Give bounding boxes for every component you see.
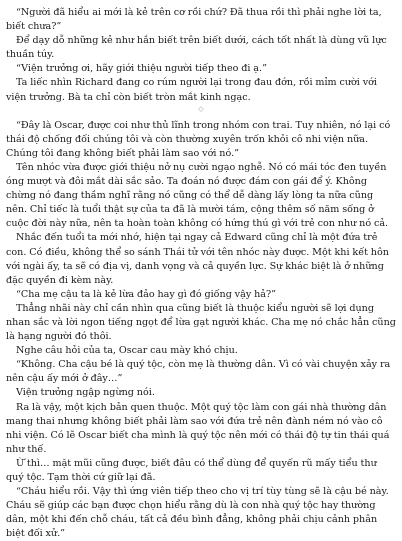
paragraph: “Cha mẹ cậu ta là kẻ lừa đảo hay gì đó giống vậy hả?” [16,288,277,300]
paragraph: Ta liếc nhìn Richard đang co rúm người lại trong đau đớn, rồi mỉm cười với viện trưởng. Bà ta chỉ còn biết tròn mắt kinh ngạc. [6,77,377,103]
section-separator: ◇ [198,104,204,113]
document-page [6,6,396,541]
paragraph: “Đây là Oscar, được coi như thủ lĩnh trong nhóm con trai. Tuy nhiên, nó lại có thái độ chống đối chúng tôi và còn thường xuyên trốn khỏi cô nhi viện nữa. Chúng tôi đang không biết phải làm sao với nó.” [6,119,391,159]
paragraph: Nhắc đến tuổi ta mới nhớ, hiện tại ngay cả Edward cũng chỉ là một đứa trẻ con. Có điều, không thể so sánh Thái tử với tên nhóc này được. Một khi kết hôn với ngài ấy, ta sẽ có địa vị, danh vọng và cả quyền lực. Sự khác biệt là ở những đặc quyền đi kèm này. [6,232,389,286]
paragraph: Ừ thì… mặt mũi cũng được, biết đâu có thể dùng để quyến rũ mấy tiểu thư quý tộc. Tạm thời cứ giữ lại đã. [6,457,377,483]
paragraph: Nghe câu hỏi của ta, Oscar cau mày khó chịu. [16,345,238,357]
paragraph: Thẳng nhãi này chỉ cần nhìn qua cũng biết là thuộc kiểu người sẽ lợi dụng nhan sắc và lời ngon tiếng ngọt để lừa gạt người khác. Cha mẹ nó chắc hẳn cũng là hạng người đó thôi. [6,302,396,343]
paragraph: Ra là vậy, một kịch bản quen thuộc. Một quý tộc làm con gái nhà thường dân mang thai nhưng không biết phải làm sao với đứa trẻ nên đành ném nó vào cô nhi viện. Có lẽ Oscar biết cha mình là quý tộc nên mới có thái độ tự tin thái quá như thế. [6,401,390,455]
paragraph: Tên nhóc vừa được giới thiệu nở nụ cười ngạo nghễ. Nó có mái tóc đen tuyền óng mượt và đôi mắt dài sắc sảo. Ta đoán nó được đám con gái để ý. Không chừng nó đang thầm nghĩ rằng nó cũng có thể dễ dàng lấy lòng ta nữa cũng nên. Chỉ tiếc là tuổi thật sự của ta đã là mười tám, cộng thêm số năm sống ở cuộc đời này nữa, nên ta hoàn toàn không có hứng thú gì với trẻ con như nó cả. [6,161,389,230]
paragraph: “Không. Cha cậu bé là quý tộc, còn mẹ là thường dân. Vì có vài chuyện xảy ra nên cậu ấy mới ở đây…” [6,359,391,385]
paragraph: “Người đã hiểu ai mới là kẻ trên cơ rồi chứ? Đã thua rồi thì phải nghe lời ta, biết chưa?” [6,7,382,33]
paragraph: “Cháu hiểu rồi. Vậy thì ứng viên tiếp theo cho vị trí tùy tùng sẽ là cậu bé này. Cháu sẽ giúp các bạn được chọn hiểu rằng dù là con nhà quý tộc hay thường dân, một khi đến chỗ cháu, tất cả đều bình đẳng, không phải chịu cảnh phân biệt đối xử.” [6,486,389,540]
paragraph: Để dạy dỗ những kẻ như hắn biết trên biết dưới, cách tốt nhất là dùng vũ lực thuần túy. [6,35,387,61]
paragraph: “Viện trưởng ơi, hãy giới thiệu người tiếp theo đi ạ.” [16,63,267,75]
paragraph: Viện trưởng ngập ngừng nói. [16,387,155,399]
